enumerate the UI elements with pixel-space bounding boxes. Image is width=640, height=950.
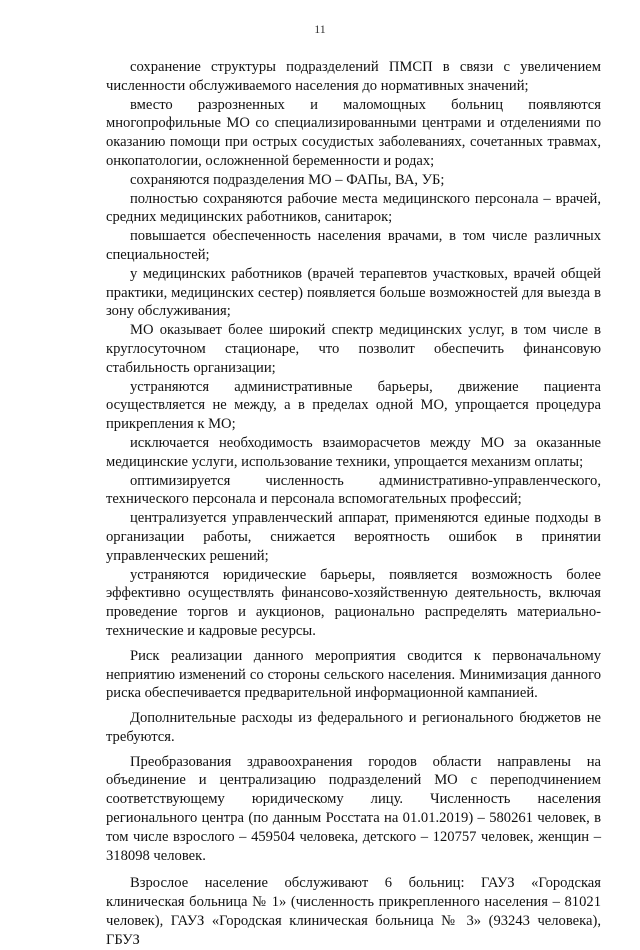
- paragraph: Дополнительные расходы из федерального и регионального бюджетов не требуются.: [106, 710, 601, 745]
- paragraph: устраняются административные барьеры, движение пациента осуществляется не между, а в пределах одной МО, упрощается процедура прикрепления к МО;: [106, 378, 601, 433]
- paragraph: Взрослое население обслуживают 6 больниц: ГАУЗ «Городская клиническая больница № 1» (численность прикрепленного населения – 81021 человек), ГАУЗ «Городская клиническая больница № 3» (93243 человека), ГБУЗ: [106, 875, 601, 948]
- paragraph: оптимизируется численность административно-управленческого, технического персонала и персонала вспомогательных профессий;: [106, 472, 601, 508]
- paragraph: Преобразования здравоохранения городов области направлены на объединение и централизацию подразделений МО с переподчинением соответствующему юридическому лицу. Численность населения регионального центра (по данным Росстата на 01.01.2019) – 580261 человек, в том числе взрослого – 459504 человека, детского – 120757 человек, женщин – 318098 человек.: [106, 753, 601, 864]
- paragraph: полностью сохраняются рабочие места медицинского персонала – врачей, средних медицинских работников, санитарок;: [106, 190, 601, 226]
- paragraph: повышается обеспеченность населения врачами, в том числе различных специальностей;: [106, 228, 601, 263]
- paragraph: Риск реализации данного мероприятия сводится к первоначальному неприятию изменений со стороны сельского населения. Минимизация данного риска обеспечивается предварительной информационной кампанией.: [106, 647, 601, 702]
- paragraph: устраняются юридические барьеры, появляется возможность более эффективно осуществлять финансово-хозяйственную деятельность, включая проведение торгов и аукционов, рационально распределять материально-технические и кадровые ресурсы.: [106, 566, 601, 639]
- body-text: [106, 58, 601, 950]
- paragraph: сохранение структуры подразделений ПМСП в связи с увеличением численности обслуживаемого населения до нормативных значений;: [106, 59, 601, 94]
- paragraph: сохраняются подразделения МО – ФАПы, ВА, УБ;: [130, 171, 445, 188]
- paragraph: вместо разрозненных и маломощных больниц появляются многопрофильные МО со специализированными центрами и отделениями по оказанию помощи при острых сосудистых заболеваниях, сочетанных травмах, онкопатологии, осложненной беременности и родах;: [106, 96, 601, 169]
- paragraph: исключается необходимость взаиморасчетов между МО за оказанные медицинские услуги, использование техники, упрощается механизм оплаты;: [106, 434, 601, 470]
- page-number: 11: [314, 22, 326, 36]
- paragraph: МО оказывает более широкий спектр медицинских услуг, в том числе в круглосуточном стационаре, что позволит обеспечить финансовую стабильность организации;: [106, 322, 601, 376]
- paragraph: централизуется управленческий аппарат, применяются единые подходы в организации работы, снижается вероятность ошибок в принятии управленческих решений;: [106, 510, 601, 564]
- paragraph: у медицинских работников (врачей терапевтов участковых, врачей общей практики, медицинских сестер) появляется больше возможностей для выезда в зону обслуживания;: [106, 265, 601, 320]
